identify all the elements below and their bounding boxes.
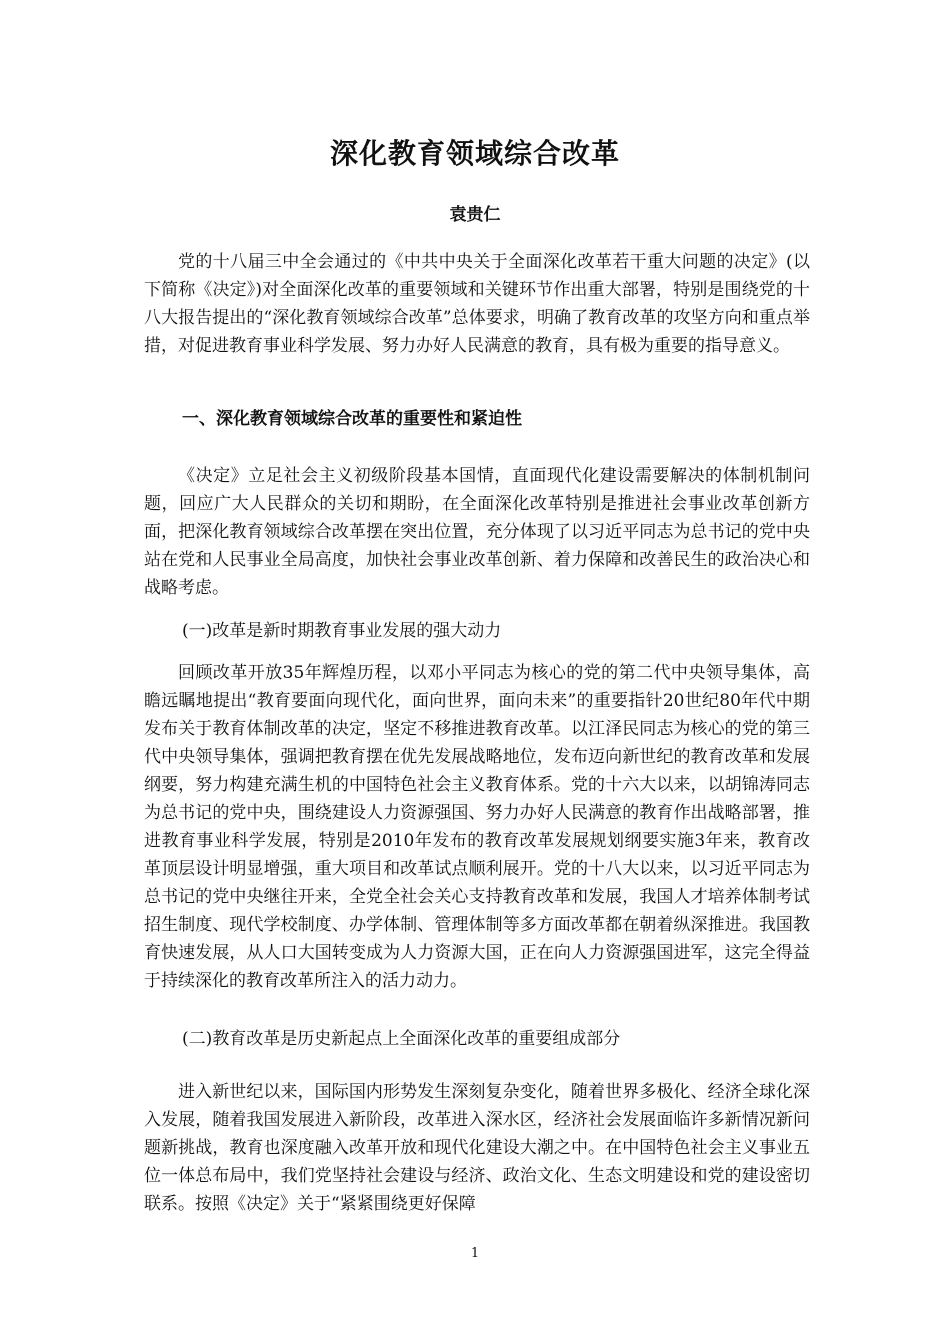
section-heading-1: 一、深化教育领域综合改革的重要性和紧迫性 bbox=[182, 409, 522, 429]
page-number: 1 bbox=[470, 1246, 480, 1261]
subheading-1: (一)改革是新时期教育事业发展的强大动力 bbox=[182, 621, 502, 641]
paragraph-section-1: 《决定》立足社会主义初级阶段基本国情，直面现代化建设需要解决的体制机制问题，回应广大人民群众的关切和期盼，在全面深化改革特别是推进社会事业改革创新方面，把深化教育领域综合改革摆在突出位置，充分体现了以习近平同志为总书记的党中央站在党和人民事业全局高度，加快社会事业改革创新、着力保障和改善民生的政治决心和战略考虑。 bbox=[144, 466, 810, 598]
paragraph-subsection-1: 回顾改革开放35年辉煌历程，以邓小平同志为核心的党的第二代中央领导集体，高瞻远瞩地提出“教育要面向现代化，面向世界，面向未来”的重要指针20世纪80年代中期发布关于教育体制改革的决定，坚定不移推进教育改革。以江泽民同志为核心的党的第三代中央领导集体，强调把教育摆在优先发展战略地位，发布迈向新世纪的教育改革和发展纲要，努力构建充满生机的中国特色社会主义教育体系。党的十六大以来，以胡锦涛同志为总书记的党中央，围绕建设人力资源强国、努力办好人民满意的教育作出战略部署，推进教育事业科学发展，特别是2010年发布的教育改革发展规划纲要实施3年来，教育改革顶层设计明显增强，重大项目和改革试点顺利展开。党的十八大以来，以习近平同志为总书记的党中央继往开来，全党全社会关心支持教育改革和发展，我国人才培养体制考试招生制度、现代学校制度、办学体制、管理体制等多方面改革都在朝着纵深推进。我国教育快速发展，从人口大国转变成为人力资源大国，正在向人力资源强国进军，这完全得益于持续深化的教育改革所注入的活力动力。 bbox=[144, 663, 810, 991]
document-title: 深化教育领域综合改革 bbox=[329, 137, 620, 170]
paragraph-subsection-2: 进入新世纪以来，国际国内形势发生深刻复杂变化，随着世界多极化、经济全球化深入发展，随着我国发展进入新阶段，改革进入深水区，经济社会发展面临许多新情况新问题新挑战，教育也深度融入改革开放和现代化建设大潮之中。在中国特色社会主义事业五位一体总布局中，我们党坚持社会建设与经济、政治文化、生态文明建设和党的建设密切联系。按照《决定》关于“紧紧围绕更好保障 bbox=[144, 1082, 810, 1214]
paragraph-intro: 党的十八届三中全会通过的《中共中央关于全面深化改革若干重大问题的决定》(以下简称《决定》)对全面深化改革的重要领域和关键环节作出重大部署，特别是围绕党的十八大报告提出的“深化教育领域综合改革”总体要求，明确了教育改革的攻坚方向和重点举措，对促进教育事业科学发展、努力办好人民满意的教育，具有极为重要的指导意义。 bbox=[144, 252, 810, 356]
subheading-2: (二)教育改革是历史新起点上全面深化改革的重要组成部分 bbox=[182, 1029, 621, 1049]
document-author: 袁贵仁 bbox=[449, 205, 501, 225]
